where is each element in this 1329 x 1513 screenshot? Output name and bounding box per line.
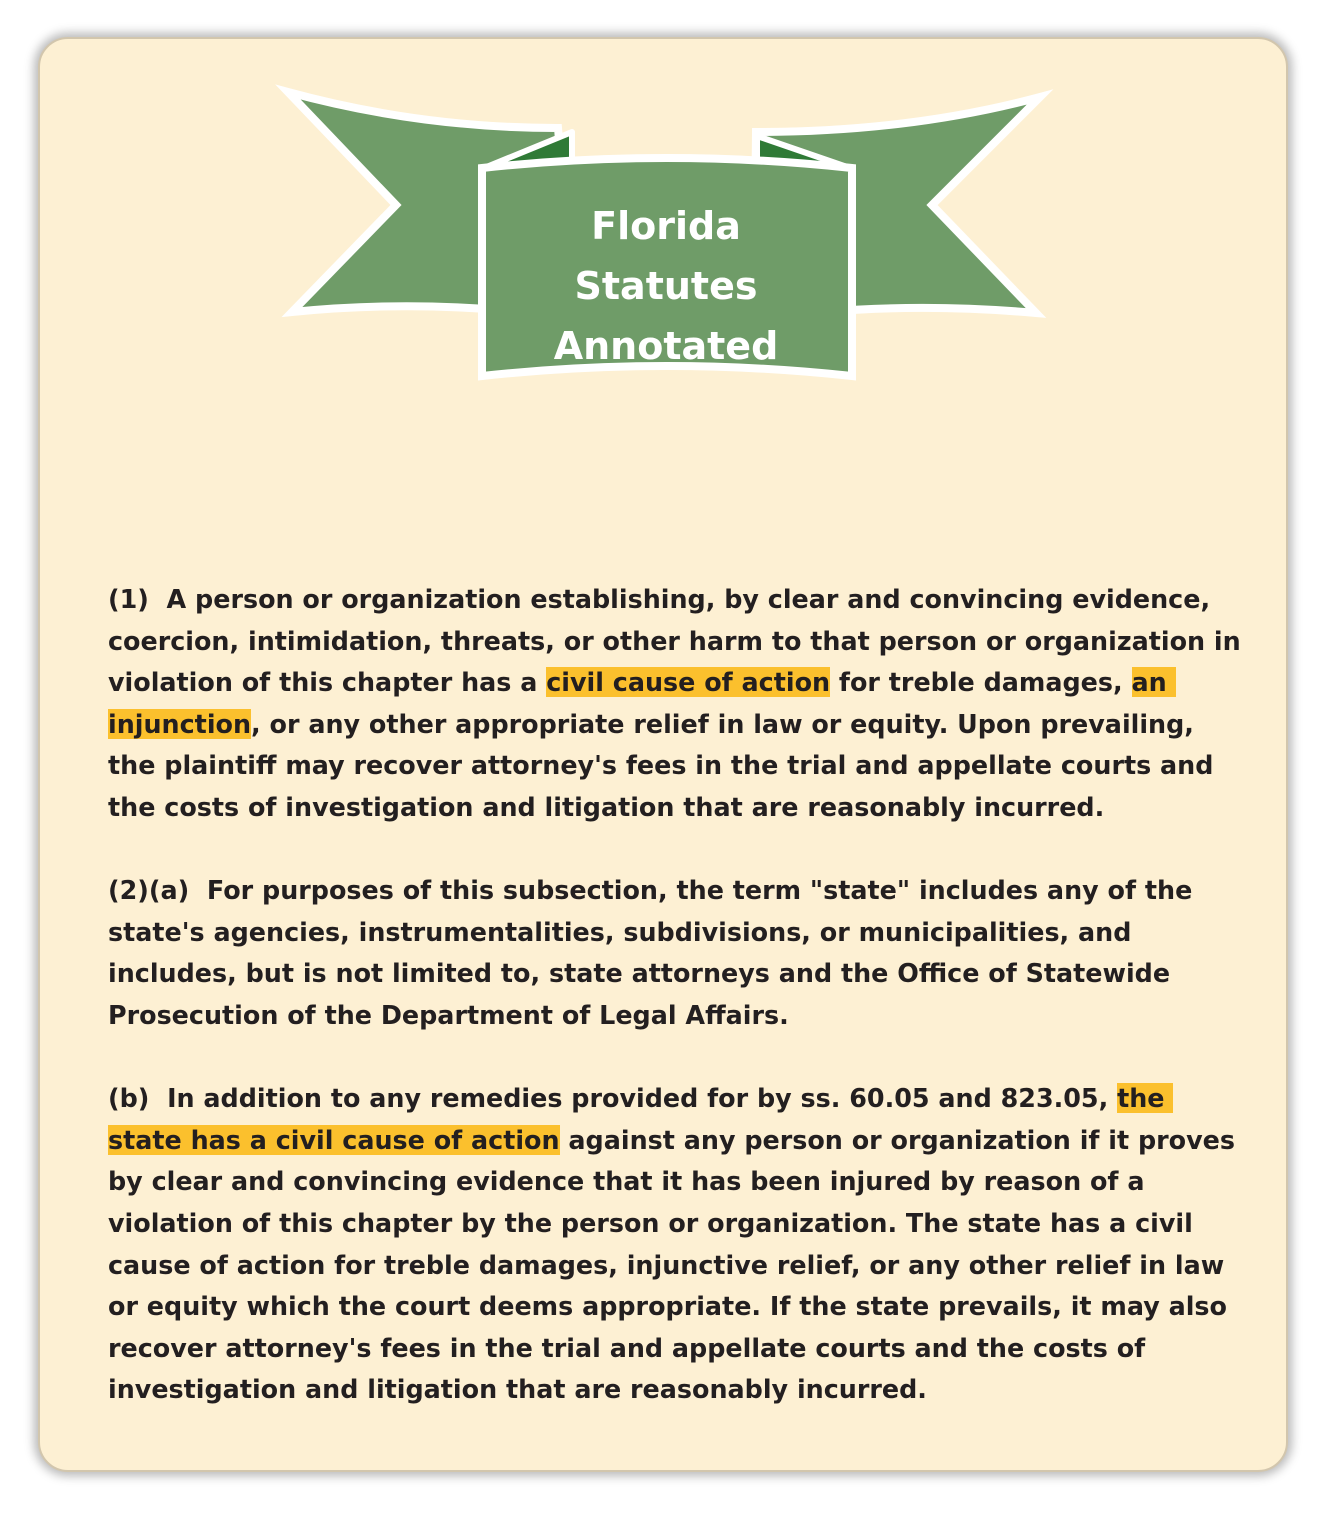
banner-title-line-2: Statutes <box>574 264 758 308</box>
paragraph-1 <box>108 579 1250 829</box>
paragraph-1-text-b: for treble damages, <box>830 667 1132 698</box>
paragraph-1-text-c: , or any other appropriate relief in law or equity. Upon prevailing, the plaintiff may recover attorney's fees in the trial and appellate courts and the costs of investigation and litigation that are reasonably incurred. <box>108 708 1223 822</box>
paragraph-2b-text-a: (b) In addition to any remedies provided for by ss. 60.05 and 823.05, <box>108 1083 1118 1114</box>
paragraph-2b <box>108 1078 1243 1411</box>
highlight-an-injunction: an injunction <box>108 667 1176 739</box>
statute-body <box>108 579 1250 1411</box>
highlight-state-civil-cause: the state has a civil cause of action <box>108 1083 1174 1155</box>
paragraph-2a: (2)(a) For purposes of this subsection, the term "state" includes any of the state's agencies, instrumentalities, subdivisions, or municipalities, and includes, but is not limited to, state attorneys and the Office of Statewide Prosecution of the Department of Legal Affairs. <box>108 875 1202 1030</box>
paragraph-1-text-a: (1) A person or organization establishing, by clear and convincing evidence, coercion, intimidation, threats, or other harm to that person or organization in violation of this chapter has a <box>108 584 1250 698</box>
banner-title <box>476 196 856 376</box>
paragraph-2b-text-b: against any person or organization if it proves by clear and convincing evidence that it has been injured by reason of a violation of this chapter by the person or organization. The state has a civil cause of action for treble damages, injunctive relief, or any other relief in law or equity which the court deems appropriate. If the state prevails, it may also recover attorney's fees in the trial and appellate courts and the costs of investigation and litigation that are reasonably incurred. <box>108 1124 1244 1405</box>
highlight-civil-cause-of-action: civil cause of action <box>546 667 831 698</box>
banner-title-line-3: Annotated <box>553 324 779 368</box>
banner-title-line-1: Florida <box>591 204 741 248</box>
